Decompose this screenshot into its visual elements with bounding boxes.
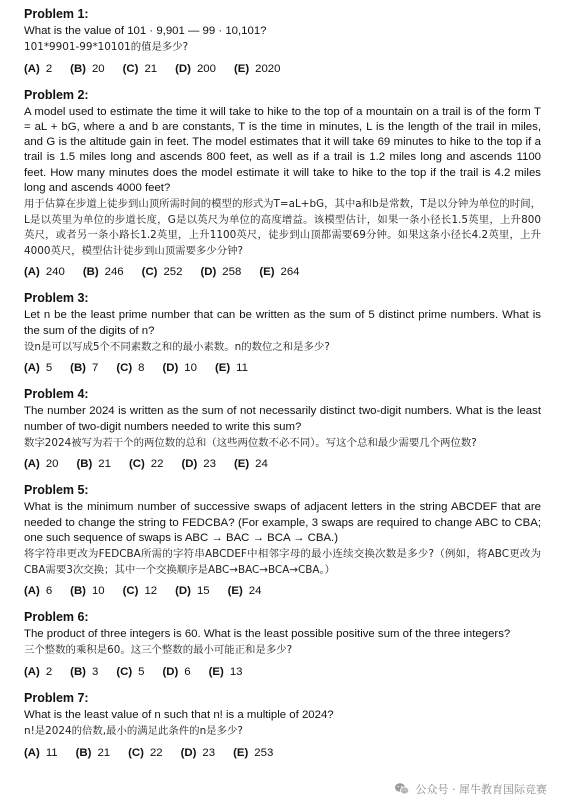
problem-title: Problem 6: [24,610,89,625]
answer-choices [24,665,541,680]
choice-d: (D) 15 [175,585,210,598]
problem-text-english: A model used to estimate the time it will take to hike to the top of a mountain on a trail is of the form T = aL + bG, where a and b are constants, T is the time in minutes, L is the length of the trail in miles, and G is the altitude gain in feet. The model estimates that it will take 69 minutes to hike to the top if a trail is 1.5 miles long and ascends 800 feet, as well as if a trail is 1.2 miles long and ascends 1100 feet. How many minutes does the model estimate it will take to hike to the top if the trail is 4.2 miles long and ascends 4000 feet? [24,105,541,194]
problem-text-english: The product of three integers is 60. What is the least possible positive sum of the three integers? [24,628,511,641]
problem-title: Problem 1: [24,7,89,21]
problem-text-english: What is the least value of n such that n! is a multiple of 2024? [24,708,334,721]
problem-text-english: Let n be the least prime number that can be written as the sum of 5 distinct prime numbers. What is the sum of the digits of n? [24,309,541,337]
problem-title: Problem 4: [24,387,89,402]
problem-text-chinese: 数字2024被写为若干个的两位数的总和（这些两位数不必不同）。写这个总和最少需要几个两位数? [24,436,477,449]
answer-choices [24,62,541,77]
choice-a: (A) 6 [24,585,53,598]
problem-title: Problem 2: [24,87,89,102]
choice-b: (B) 7 [70,362,99,375]
answer-choices [24,265,541,280]
choice-c: (C) 252 [141,266,183,279]
problem-3 [24,290,541,376]
choice-b: (B) 3 [70,665,99,678]
choice-b: (B) 246 [82,266,124,279]
answer-choices [24,361,541,376]
problem-4 [24,386,541,472]
choice-e: (E) 13 [208,665,243,678]
choice-d: (D) 258 [200,266,242,279]
choice-d: (D) 200 [175,62,216,75]
choice-c: (C) 5 [116,665,145,678]
choice-c: (C) 21 [122,62,158,75]
problem-text-chinese: 设n是可以写成5个不同素数之和的最小素数。n的数位之和是多少? [24,340,330,353]
choice-a: (A) 20 [24,458,59,471]
problem-6 [24,609,541,680]
problem-text-chinese: 101*9901-99*10101的值是多少? [24,41,189,54]
problem-text-chinese: 用于估算在步道上徒步到山顶所需时间的模型的形式为T=aL+bG，其中a和b是常数，T是以分钟为单位的时间，L是以英里为单位的步道长度，G是以英尺为单位的高度增益。该模型估计，如果一条小径长1.5英里，上升800英尺，或者另一条小路长1.2英里，上升1100英尺，徒步到山顶都需要69分钟。如果这条小径长4.2英里，上升4000英尺，模型估计徒步到山顶需要多少分钟? [24,198,541,257]
choice-d: (D) 23 [180,746,216,759]
choice-c: (C) 22 [128,458,164,471]
problem-7 [24,690,541,761]
choice-d: (D) 6 [162,665,191,678]
answer-choices [24,584,541,599]
choice-b: (B) 21 [76,458,111,471]
problem-text-chinese: 将字符串更改为FEDCBA所需的字符串ABCDEF中相邻字母的最小连续交换次数是多少?（例如，将ABC更改为CBA需要3次交换；其中一个交换顺序是ABC→BAC→BCA→CBA。） [24,548,541,576]
problem-text-english: What is the minimum number of successive swaps of adjacent letters in the string ABCDEF that are needed to change the string to FEDCBA? (For example, 3 swaps are required to change ABC to CBA; one such sequence of swaps is ABC → BAC → BCA → CBA.) [24,501,541,544]
choice-a: (A) 5 [24,362,53,375]
problem-text-english: What is the value of 101 · 9,901 — 99 · 10,101? [24,25,267,37]
choice-e: (E) 2020 [233,62,281,75]
problem-title: Problem 3: [24,291,89,306]
answer-choices [24,746,541,761]
choice-d: (D) 10 [162,362,197,375]
choice-a: (A) 2 [24,665,53,678]
choice-c: (C) 8 [116,362,145,375]
choice-e: (E) 24 [233,458,268,471]
problem-title: Problem 7: [24,690,89,705]
problem-5 [24,482,541,599]
wechat-icon [394,781,410,797]
choice-e: (E) 264 [259,266,300,279]
problem-1 [24,6,541,77]
choice-b: (B) 10 [70,585,105,598]
choice-d: (D) 23 [181,458,216,471]
problem-2 [24,87,541,281]
choice-e: (E) 24 [227,585,262,598]
choice-c: (C) 22 [128,746,163,759]
choice-b: (B) 20 [70,62,105,75]
choice-e: (E) 11 [214,362,248,375]
choice-a: (A) 240 [24,266,65,279]
watermark [390,779,552,799]
problem-title: Problem 5: [24,483,89,498]
choice-e: (E) 253 [233,746,274,759]
problem-text-english: The number 2024 is written as the sum of not necessarily distinct two-digit numbers. What is the least number of two-digit numbers needed to write this sum? [24,405,541,433]
choice-b: (B) 21 [75,746,111,759]
problem-text-chinese: 三个整数的乘积是60。这三个整数的最小可能正和是多少? [24,644,293,657]
choice-c: (C) 12 [122,585,158,598]
watermark-text: 公众号 · 犀牛教育国际竞赛 [415,783,547,796]
problem-text-chinese: n!是2024的倍数,最小的满足此条件的n是多少? [24,725,243,738]
answer-choices [24,457,541,472]
choice-a: (A) 11 [24,746,58,759]
choice-a: (A) 2 [24,62,53,75]
